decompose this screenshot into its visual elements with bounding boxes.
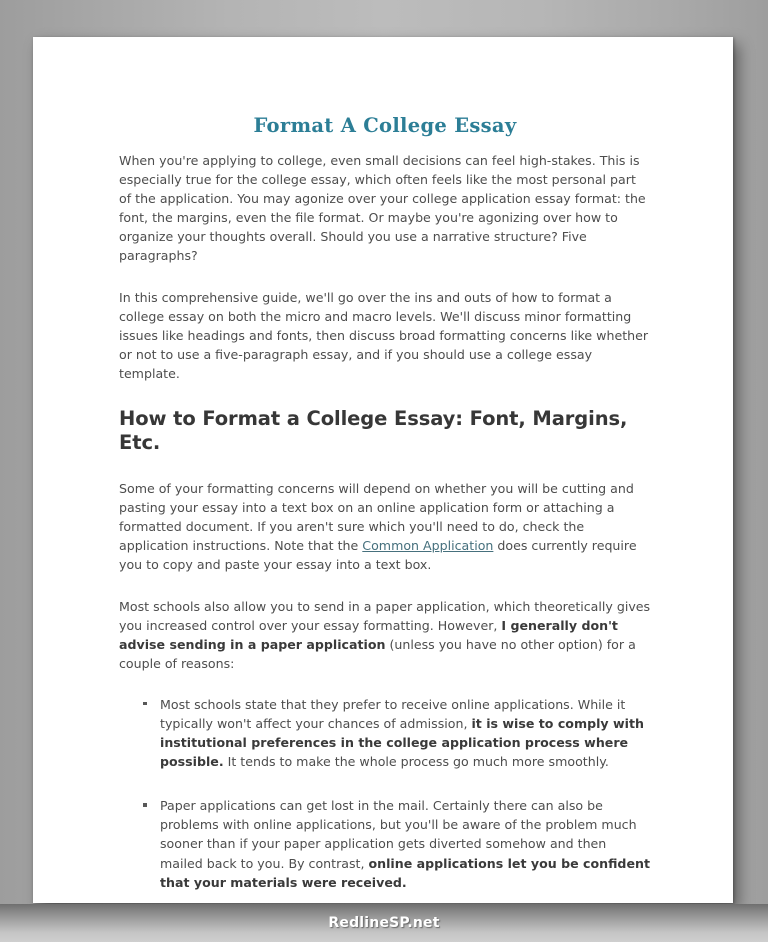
section-paragraph-2-emphasis: I generally don't advise sending in a paper application bbox=[119, 617, 618, 652]
list-item-emphasis: it is wise to comply with institutional preferences in the college application process where possible. bbox=[160, 715, 644, 770]
common-application-link[interactable]: Common Application bbox=[362, 538, 494, 554]
list-item-text-before: Most schools state that they prefer to receive online applications. While it typically won't affect your chances of admission, bbox=[160, 696, 626, 731]
list-item bbox=[119, 695, 651, 771]
section-paragraph-1-text-before: Some of your formatting concerns will depend on whether you will be cutting and pasting your essay into a text box on an online application form or attaching a formatted document. If you aren't sure which you'll need to do, check the application instructions. Note that the bbox=[119, 481, 634, 554]
section-paragraph-2 bbox=[119, 597, 651, 673]
watermark-bar bbox=[0, 904, 768, 942]
document-body bbox=[119, 151, 651, 917]
bullet-marker-icon bbox=[143, 803, 147, 807]
section-paragraph-2-text-before: Most schools also allow you to send in a paper application, which theoretically gives you increased control over your essay formatting. However, bbox=[119, 598, 651, 633]
section-heading-format: How to Format a College Essay: Font, Margins, Etc. bbox=[119, 407, 628, 455]
page-title: Format A College Essay bbox=[253, 114, 517, 137]
list-item-text-before: Paper applications can get lost in the mail. Certainly there can also be problems with online applications, but you'll be aware of the problem much sooner than if your paper application gets diverted somehow and then mailed back to you. By contrast, bbox=[160, 798, 637, 871]
list-item-emphasis: online applications let you be confident that your materials were received. bbox=[160, 855, 650, 890]
section-heading-block bbox=[119, 407, 651, 455]
watermark-label: RedlineSP.net bbox=[328, 915, 440, 931]
intro-paragraph-2: In this comprehensive guide, we'll go over the ins and outs of how to format a college essay on both the micro and macro levels. We'll discuss minor formatting issues like headings and fonts, then discuss broad formatting concerns like whether or not to use a five-paragraph essay, and if you should use a college essay template. bbox=[119, 289, 649, 381]
section-paragraph-1-text-after: does currently require you to copy and paste your essay into a text box. bbox=[119, 538, 637, 573]
reasons-list bbox=[119, 695, 651, 892]
section-paragraph-1 bbox=[119, 479, 651, 574]
document-content bbox=[119, 37, 651, 903]
document-page bbox=[33, 37, 733, 903]
intro-paragraph-1: When you're applying to college, even small decisions can feel high-stakes. This is especially true for the college essay, which often feels like the most personal part of the application. You may agonize over your college application essay format: the font, the margins, even the file format. Or maybe you're agonizing over how to organize your thoughts overall. Should you use a narrative structure? Five paragraphs? bbox=[119, 153, 646, 264]
list-item bbox=[119, 796, 651, 891]
bullet-marker-icon bbox=[143, 702, 147, 706]
section-paragraph-2-text-after: (unless you have no other option) for a couple of reasons: bbox=[119, 636, 636, 671]
list-item-text-after: It tends to make the whole process go much more smoothly. bbox=[223, 754, 609, 770]
